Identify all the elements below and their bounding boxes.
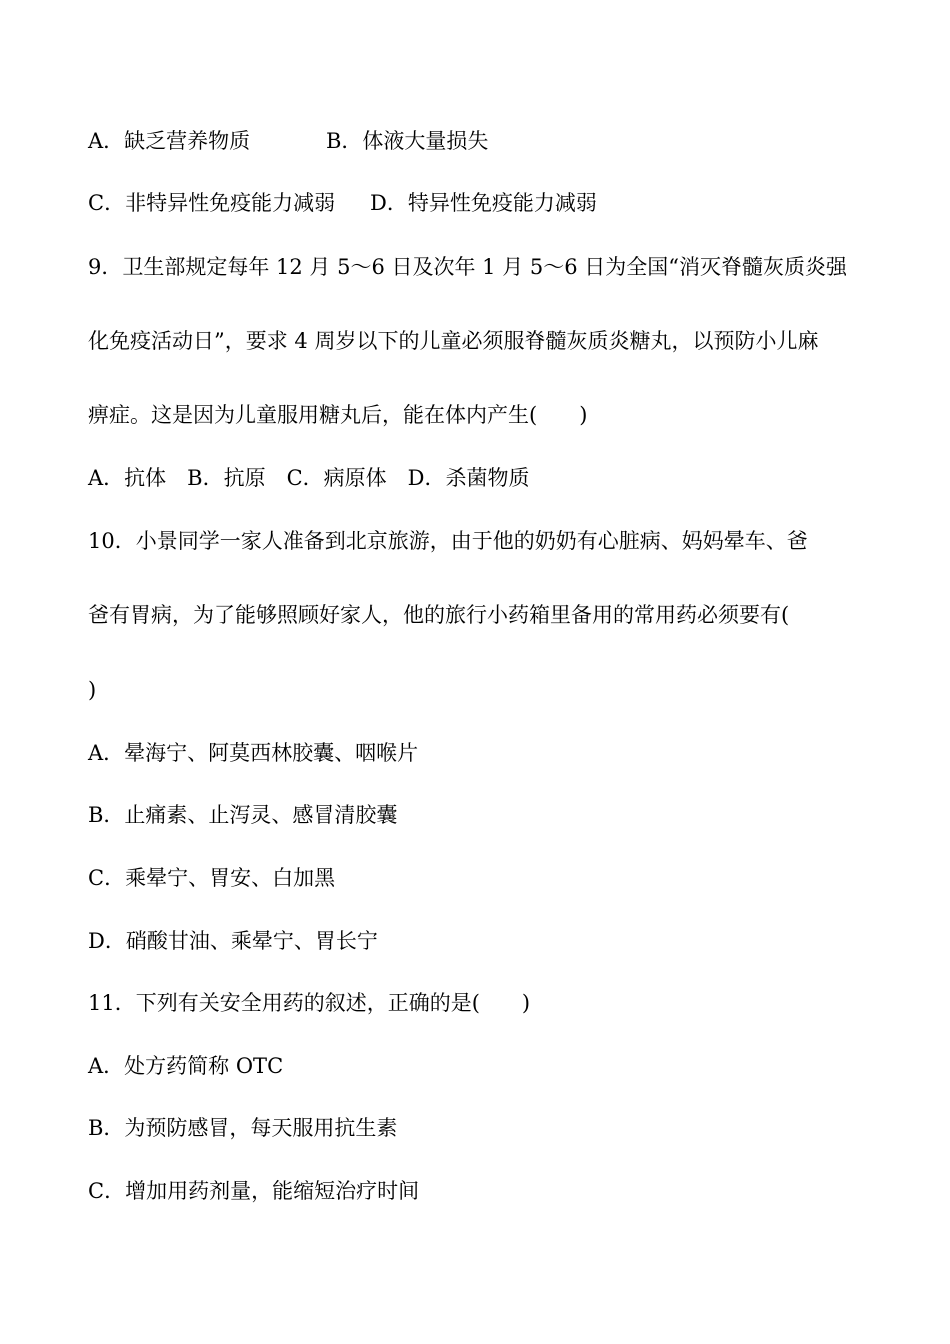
q8-option-b: B．体液大量损失 <box>326 129 489 153</box>
question-10-stem-line2: 爸有胃病，为了能够照顾好家人，他的旅行小药箱里备用的常用药必须要有( <box>88 603 790 627</box>
question-11-stem: 11．下列有关安全用药的叙述，正确的是( ) <box>88 991 531 1015</box>
q8-option-a: A．缺乏营养物质 <box>88 129 251 153</box>
question-9-stem-line1: 9．卫生部规定每年 12 月 5～6 日及次年 1 月 5～6 日为全国“消灭脊髓灰质炎强 <box>88 255 848 279</box>
question-10-stem-line1: 10．小景同学一家人准备到北京旅游，由于他的奶奶有心脏病、妈妈晕车、爸 <box>88 529 808 553</box>
q10-option-a: A．晕海宁、阿莫西林胶囊、咽喉片 <box>88 741 419 765</box>
question-9-stem-line2: 化免疫活动日”，要求 4 周岁以下的儿童必须服脊髓灰质炎糖丸，以预防小儿麻 <box>88 329 819 353</box>
q11-option-a: A．处方药简称 OTC <box>88 1054 284 1078</box>
q11-option-c: C．增加用药剂量，能缩短治疗时间 <box>88 1179 420 1203</box>
question-8-options-row1 <box>88 126 489 156</box>
q11-option-b: B．为预防感冒，每天服用抗生素 <box>88 1116 398 1140</box>
question-9-options: A．抗体 B．抗原 C．病原体 D．杀菌物质 <box>88 466 530 490</box>
question-9-stem-line3: 痹症。这是因为儿童服用糖丸后，能在体内产生( ) <box>88 403 588 427</box>
q8-option-d: D．特异性免疫能力减弱 <box>370 191 597 215</box>
q10-option-b: B．止痛素、止泻灵、感冒清胶囊 <box>88 803 398 827</box>
q10-option-d: D．硝酸甘油、乘晕宁、胃长宁 <box>88 929 378 953</box>
question-8-options-row2 <box>88 188 597 218</box>
q10-option-c: C．乘晕宁、胃安、白加黑 <box>88 866 336 890</box>
q8-option-c: C．非特异性免疫能力减弱 <box>88 191 336 215</box>
question-10-stem-line3: ) <box>88 678 97 702</box>
